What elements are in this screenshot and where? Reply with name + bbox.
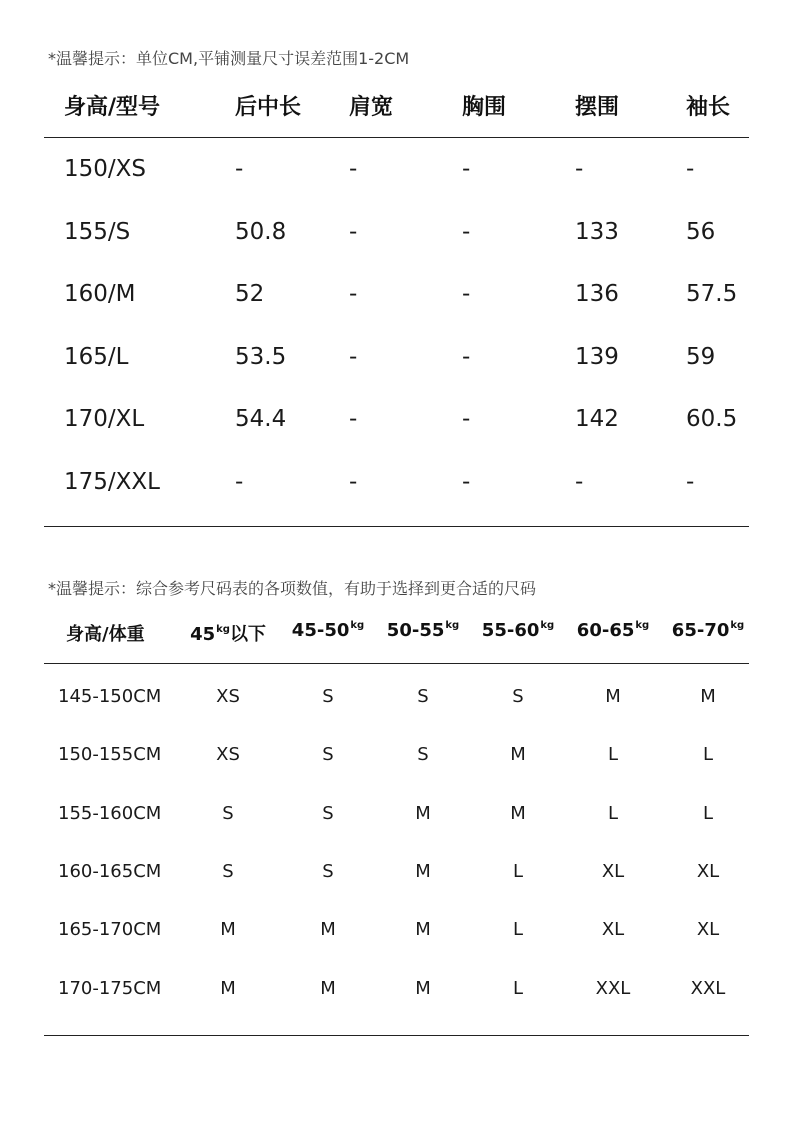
- table1-cell: -: [349, 156, 358, 182]
- table2-header-cell: [482, 620, 554, 641]
- header-weight-label: 身高/体重: [66, 624, 145, 645]
- table2-cell: 160-165CM: [58, 861, 162, 882]
- table2-header-cell: [66, 620, 145, 646]
- table1-header-divider: [44, 137, 749, 138]
- table1-bottom-divider: [44, 526, 749, 527]
- table2-note: *温馨提示：综合参考尺码表的各项数值，有助于选择到更合适的尺码: [48, 579, 537, 598]
- table1-cell: 50.8: [235, 219, 287, 245]
- header-weight-label: 45: [190, 624, 216, 645]
- table1-cell: 57.5: [686, 281, 738, 307]
- table1-cell: -: [575, 156, 584, 182]
- table1-cell: -: [349, 281, 358, 307]
- table2-cell: S: [512, 686, 524, 707]
- table2-bottom-divider: [44, 1035, 749, 1036]
- table1-cell: 155/S: [64, 219, 131, 245]
- header-unit: kg: [635, 620, 650, 631]
- table2-cell: 165-170CM: [58, 919, 162, 940]
- table2-cell: XXL: [690, 978, 726, 999]
- table2-cell: S: [222, 861, 234, 882]
- table2-cell: 145-150CM: [58, 686, 162, 707]
- table2-cell: S: [322, 686, 334, 707]
- table2-cell: XL: [696, 919, 720, 940]
- header-unit: kg: [730, 620, 745, 631]
- table1-cell: -: [462, 406, 471, 432]
- table1-cell: -: [462, 469, 471, 495]
- table1-cell: -: [349, 406, 358, 432]
- table2-cell: L: [607, 803, 619, 824]
- table2-cell: S: [322, 744, 334, 765]
- table2-header-cell: [672, 620, 744, 641]
- table2-header-divider: [44, 663, 749, 664]
- table2-cell: M: [220, 919, 236, 940]
- table1-cell: -: [686, 156, 695, 182]
- header-weight-label: 45-50: [291, 620, 350, 641]
- table2-cell: M: [700, 686, 716, 707]
- table2-cell: M: [220, 978, 236, 999]
- header-weight-label: 55-60: [481, 620, 540, 641]
- table1-cell: -: [462, 219, 471, 245]
- table1-cell: 54.4: [235, 406, 287, 432]
- table1-cell: 160/M: [64, 281, 136, 307]
- table1-header-cell: 后中长: [235, 95, 302, 120]
- table1-cell: 52: [235, 281, 265, 307]
- table1-cell: 53.5: [235, 344, 287, 370]
- header-unit: kg: [216, 624, 230, 635]
- table1-cell: 133: [575, 219, 619, 245]
- table1-cell: 56: [686, 219, 716, 245]
- table2-cell: M: [415, 861, 431, 882]
- header-unit: kg: [350, 620, 365, 631]
- table1-cell: 165/L: [64, 344, 129, 370]
- table2-cell: M: [510, 744, 526, 765]
- table1-header-cell: 身高/型号: [64, 95, 161, 120]
- table1-cell: -: [349, 219, 358, 245]
- table1-cell: -: [575, 469, 584, 495]
- table1-cell: -: [462, 344, 471, 370]
- header-weight-label: 50-55: [386, 620, 445, 641]
- table2-cell: XS: [216, 686, 240, 707]
- table1-cell: -: [462, 156, 471, 182]
- table2-cell: XS: [216, 744, 240, 765]
- table2-cell: M: [320, 919, 336, 940]
- table1-cell: 60.5: [686, 406, 738, 432]
- table2-header-cell: [190, 620, 266, 646]
- table2-cell: M: [415, 803, 431, 824]
- table2-cell: L: [512, 919, 524, 940]
- table1-cell: -: [235, 156, 244, 182]
- table2-header-cell: [292, 620, 364, 641]
- table2-cell: XL: [696, 861, 720, 882]
- table2-header-cell: [577, 620, 649, 641]
- table2-cell: M: [320, 978, 336, 999]
- table1-cell: -: [349, 469, 358, 495]
- table1-cell: -: [349, 344, 358, 370]
- table1-cell: -: [686, 469, 695, 495]
- table2-cell: L: [702, 744, 714, 765]
- table1-header-cell: 摆围: [575, 95, 620, 120]
- table2-cell: S: [322, 803, 334, 824]
- table2-cell: S: [417, 686, 429, 707]
- header-weight-label: 65-70: [671, 620, 730, 641]
- table2-cell: S: [322, 861, 334, 882]
- table2-cell: XL: [601, 861, 625, 882]
- table1-header-cell: 胸围: [462, 95, 507, 120]
- header-suffix: 以下: [229, 624, 266, 645]
- table2-cell: S: [417, 744, 429, 765]
- table2-cell: S: [222, 803, 234, 824]
- table1-cell: -: [462, 281, 471, 307]
- table1-cell: 142: [575, 406, 619, 432]
- table1-cell: 59: [686, 344, 716, 370]
- table1-header-cell: 袖长: [686, 95, 731, 120]
- header-unit: kg: [445, 620, 460, 631]
- table2-cell: 150-155CM: [58, 744, 162, 765]
- table2-cell: XXL: [595, 978, 631, 999]
- table2-cell: M: [605, 686, 621, 707]
- table1-cell: 175/XXL: [64, 469, 160, 495]
- table2-cell: L: [512, 978, 524, 999]
- table2-cell: L: [702, 803, 714, 824]
- table2-cell: L: [512, 861, 524, 882]
- header-unit: kg: [540, 620, 555, 631]
- table2-cell: M: [415, 919, 431, 940]
- table1-note: *温馨提示：单位CM,平铺测量尺寸误差范围1-2CM: [48, 49, 410, 68]
- table1-cell: 150/XS: [64, 156, 147, 182]
- table2-cell: XL: [601, 919, 625, 940]
- table1-cell: 136: [575, 281, 619, 307]
- table2-cell: M: [415, 978, 431, 999]
- table2-cell: M: [510, 803, 526, 824]
- table1-cell: 139: [575, 344, 619, 370]
- table2-cell: 170-175CM: [58, 978, 162, 999]
- table1-cell: -: [235, 469, 244, 495]
- header-weight-label: 60-65: [576, 620, 635, 641]
- table2-header-cell: [387, 620, 459, 641]
- table1-header-cell: 肩宽: [349, 95, 394, 120]
- table1-cell: 170/XL: [64, 406, 145, 432]
- table2-cell: 155-160CM: [58, 803, 162, 824]
- table2-cell: L: [607, 744, 619, 765]
